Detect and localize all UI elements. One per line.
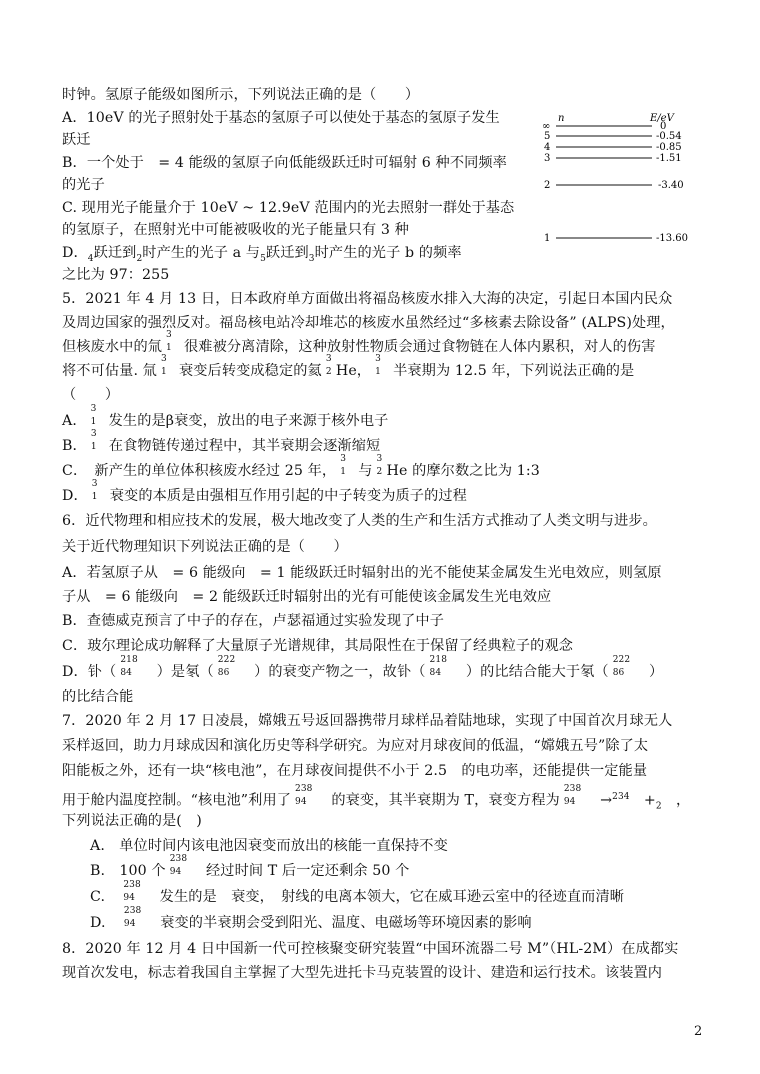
- atomic-number: 2: [325, 367, 332, 377]
- subscript: 2: [655, 801, 662, 812]
- arrow: →: [600, 792, 613, 809]
- option-a-q5: [62, 404, 389, 432]
- mass-number: 222: [217, 655, 236, 665]
- text-line: 跃迁: [62, 132, 91, 148]
- atomic-number: 1: [91, 492, 98, 502]
- option-a-q6: A．若氢原子从 = 6 能级向 = 1 能级跃迁时辐射出的光不能使某金属发生光电效应，则氢原: [62, 565, 662, 581]
- text: ）的衰变产物之一，故钋（: [254, 664, 426, 680]
- atomic-number: 1: [166, 343, 172, 353]
- text: D．钋（: [62, 664, 117, 680]
- mass-number: 238: [563, 783, 582, 794]
- level-n-label: 5: [544, 131, 551, 142]
- text: 衰变的半衰期会受到阳光、温度、电磁场等环境因素的影响: [160, 915, 532, 931]
- subscript: 5: [260, 253, 266, 264]
- level-energy-label: -3.40: [658, 180, 684, 191]
- level-n-label: 3: [544, 153, 551, 164]
- atomic-number: 94: [563, 796, 576, 807]
- text-line: 时钟。氢原子能级如图所示，下列说法正确的是（ ）: [62, 87, 420, 103]
- text-line: 关于近代物理知识下列说法正确的是（ ）: [62, 539, 348, 555]
- atomic-number: 1: [375, 367, 381, 377]
- text: 在食物链传递过程中，其半衰期会逐渐缩短: [108, 438, 381, 454]
- tritium-symbol: [336, 454, 358, 478]
- question-7: 7．2020 年 2 月 17 日凌晨，嫦娥五号返回器携带月球样品着陆地球，实现了中国首次月球无人: [62, 713, 673, 729]
- text: 用于舱内温度控制。“核电池”利用了: [62, 792, 292, 809]
- option-c-q4: C. 现用光子能量介于 10eV ~ 12.9eV 范围内的光去照射一群处于基态: [62, 200, 515, 216]
- text: 跃迁到: [93, 245, 137, 261]
- text: A．: [62, 413, 87, 429]
- text-line: 下列说法正确的是( ): [62, 813, 202, 829]
- plutonium-symbol: [560, 783, 586, 808]
- atomic-number: 94: [295, 796, 307, 807]
- text: C.: [90, 889, 106, 905]
- tritium-symbol: [87, 429, 109, 453]
- mass-number: 222: [612, 655, 631, 665]
- level-energy-label: -13.60: [656, 233, 689, 244]
- text: 的衰变，其半衰期为 T，衰变方程为: [331, 792, 560, 809]
- mass-number: 3: [90, 429, 97, 439]
- text: 发生的是 衰变， 射线的电离本领大，它在威耳逊云室中的径迹直而清晰: [159, 889, 625, 905]
- text: 衰变后转变成稳定的氦: [178, 363, 322, 379]
- atomic-number: 94: [169, 867, 182, 877]
- mass-number: 238: [123, 906, 142, 916]
- helium-symbol: [373, 454, 387, 478]
- level-energy-label: -0.54: [656, 131, 682, 142]
- plutonium-symbol: [291, 783, 317, 808]
- plutonium-symbol: [166, 854, 192, 878]
- text-line: 及周边国家的强烈反对。福岛核电站冷却堆芯的核废水虽然经过“多核素去除设备” (ALPS)处理，: [62, 315, 675, 331]
- text: D．: [62, 245, 88, 261]
- mass-number: 218: [429, 655, 448, 665]
- radon-symbol: [214, 655, 240, 679]
- text: 衰变的本质是由强相互作用引起的中子转变为质子的过程: [109, 488, 467, 504]
- text-line: 的比结合能: [62, 689, 134, 705]
- mass-number: 3: [160, 354, 167, 364]
- mass-number: 3: [90, 404, 97, 414]
- text: 与: [358, 463, 373, 479]
- level-energy-label: -0.85: [656, 142, 682, 153]
- text-line: 的氢原子，在照射光中可能被吸收的光子能量只有 3 种: [62, 222, 409, 238]
- tritium-symbol: [371, 354, 393, 378]
- mass-number: 238: [295, 783, 313, 794]
- text-line: 之比为 97：255: [62, 267, 170, 283]
- subscript: 4: [87, 253, 94, 264]
- atomic-number: 86: [217, 668, 230, 678]
- text-line: [62, 354, 635, 382]
- atomic-number: 2: [376, 467, 383, 477]
- text: 经过时间 T 后一定还剩余 50 个: [206, 863, 410, 879]
- text: He，: [335, 363, 372, 379]
- level-n-label: 1: [544, 233, 551, 244]
- mass-number: 3: [91, 479, 98, 489]
- tritium-symbol: [157, 354, 179, 378]
- polonium-symbol: [116, 655, 142, 679]
- option-c-q5: [62, 454, 540, 482]
- mass-number: 238: [123, 880, 141, 890]
- text-line: 现首次发电，标志着我国自主掌握了大型先进托卡马克装置的设计、建造和运行技术。该装置内: [62, 965, 663, 981]
- subscript: 3: [308, 253, 315, 264]
- question-6: 6．近代物理和相应技术的发展，极大地改变了人类的生产和生活方式推动了人类文明与进步。: [62, 513, 657, 529]
- option-b-q4: B．一个处于 = 4 能级的氢原子向低能级跃迁时可辐射 6 种不同频率: [62, 155, 507, 171]
- atomic-number: 86: [612, 668, 625, 678]
- atomic-number: 1: [90, 442, 97, 452]
- mass-number: 3: [375, 354, 381, 364]
- text: 半衰期为 12.5 年，下列说法正确的是: [393, 363, 635, 379]
- mass-number: 218: [120, 655, 138, 665]
- text: 将不可估量. 氚: [62, 363, 157, 379]
- atomic-number: 1: [160, 367, 167, 377]
- text-line: [62, 330, 656, 358]
- plus: +: [643, 792, 656, 809]
- text: 很难被分离清除，这种放射性物质会通过食物链在人体内累积，对人的伤害: [184, 339, 656, 355]
- text-line: 的光子: [62, 177, 105, 193]
- mass-number: 3: [340, 454, 347, 464]
- subscript: 2: [136, 253, 143, 264]
- option-a-q7: A. 单位时间内该电池因衰变而放出的核能一直保持不变: [90, 838, 448, 854]
- mass-number: 3: [325, 354, 332, 364]
- text: B. 100 个: [90, 863, 166, 879]
- level-n-label: 2: [544, 180, 551, 191]
- polonium-symbol: [426, 655, 452, 679]
- helium-symbol: [322, 354, 336, 378]
- text: 但核废水中的氚: [62, 339, 163, 355]
- mass-number: 3: [376, 454, 383, 464]
- tritium-symbol: [87, 404, 109, 428]
- text: ）的比结合能大于氡（: [465, 664, 609, 680]
- text: D．: [62, 488, 88, 504]
- atomic-number: 84: [429, 668, 442, 678]
- text: D.: [90, 915, 106, 931]
- atomic-number: 94: [123, 893, 136, 903]
- mass-number: 238: [169, 854, 188, 864]
- text: B．: [62, 438, 87, 454]
- option-c-q6: C．玻尔理论成功解释了大量原子光谱规律，其局限性在于保留了经典粒子的观念: [62, 638, 574, 654]
- option-b-q5: [62, 429, 381, 457]
- text: 时产生的光子 a 与: [142, 245, 261, 261]
- atomic-number: 1: [340, 467, 347, 477]
- option-b-q6: B．查德威克预言了中子的存在，卢瑟福通过实验发现了中子: [62, 613, 445, 629]
- text: He 的摩尔数之比为 1:3: [386, 463, 540, 479]
- plutonium-symbol: [119, 880, 145, 904]
- page-number: 2: [694, 1024, 703, 1039]
- option-d-q5: [62, 479, 467, 507]
- level-n-label: ∞: [542, 121, 551, 132]
- atomic-number: 94: [123, 919, 136, 929]
- energy-axis-label: E/eV: [650, 113, 674, 124]
- option-c-q7: [90, 880, 625, 908]
- energy-level-diagram: [532, 112, 712, 252]
- atomic-number: 84: [120, 668, 132, 678]
- question-8: 8．2020 年 12 月 4 日中国新一代可控核聚变研究装置“中国环流器二号 M”（HL-2M）在成都实: [62, 941, 679, 957]
- text-line: 阳能板之外，还有一块“核电池”，在月球夜间提供不小于 2.5 的电功率，还能提供一定能量: [62, 763, 648, 779]
- plutonium-symbol: [120, 906, 146, 930]
- level-energy-label: 0: [660, 121, 667, 132]
- text: 发生的是β衰变，放出的电子来源于核外电子: [108, 413, 389, 429]
- option-d-q7: [90, 906, 532, 934]
- atomic-number: 1: [90, 417, 97, 427]
- option-b-q7: [90, 854, 410, 882]
- text: C． 新产生的单位体积核废水经过 25 年，: [62, 463, 337, 479]
- question-5: 5．2021 年 4 月 13 日，日本政府单方面做出将福岛核废水排入大海的决定，引起日本国内民众: [62, 291, 673, 307]
- level-n-label: 4: [544, 142, 551, 153]
- text: ）是氡（: [156, 664, 214, 680]
- text: ，: [676, 792, 691, 809]
- option-d-q6: [62, 655, 664, 683]
- level-energy-label: -1.51: [656, 153, 682, 164]
- superscript: 234: [612, 792, 630, 802]
- mass-number: 3: [166, 330, 172, 340]
- text-line: 子从 = 6 能级向 = 2 能级跃迁时辐射出的光有可能使该金属发生光电效应: [62, 589, 552, 605]
- text-line: 采样返回，助力月球成因和演化历史等科学研究。为应对月球夜间的低温，“嫦娥五号”除了太: [62, 738, 649, 754]
- text: ）: [649, 664, 664, 680]
- tritium-symbol: [88, 479, 110, 503]
- n-axis-label: n: [558, 113, 565, 124]
- option-a-q4: A．10eV 的光子照射处于基态的氢原子可以使处于基态的氢原子发生: [62, 110, 500, 126]
- text-line: （ ）: [62, 387, 120, 403]
- tritium-symbol: [162, 330, 184, 354]
- text: 跃迁到: [265, 245, 309, 261]
- radon-symbol: [609, 655, 635, 679]
- text: 时产生的光子 b 的频率: [314, 245, 462, 261]
